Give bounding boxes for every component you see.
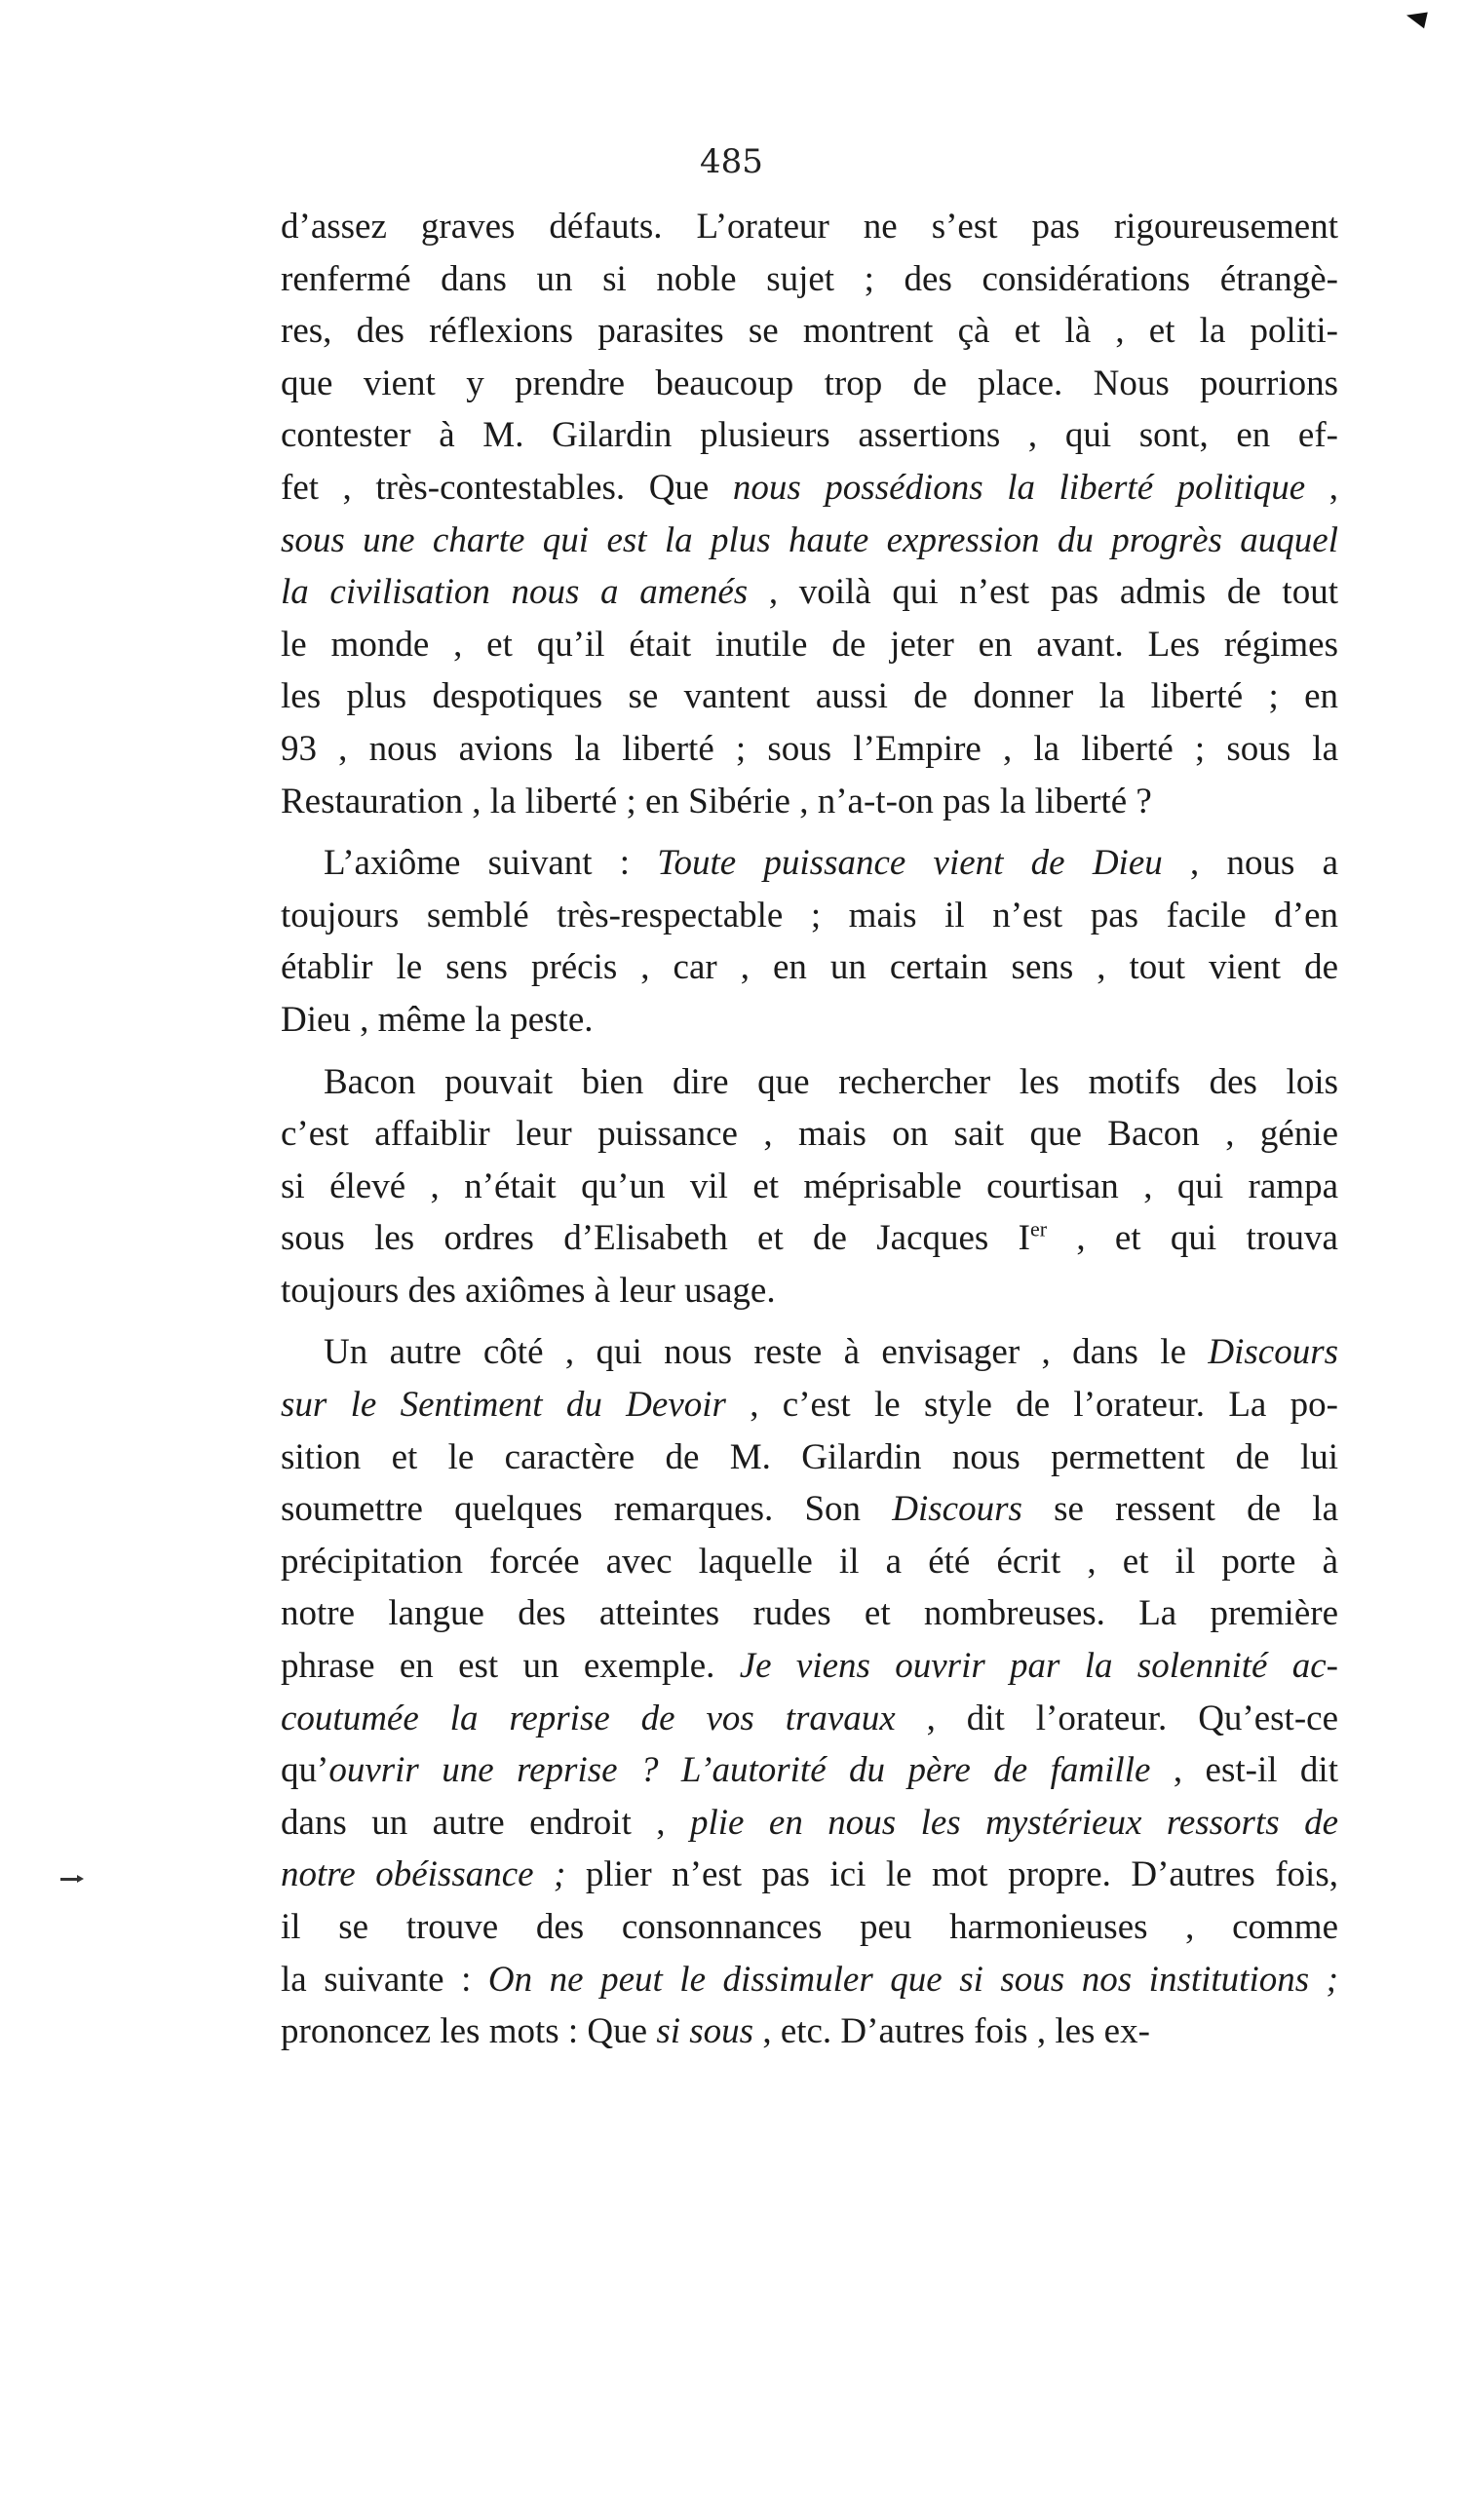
text-line [281, 1744, 1338, 1797]
text-line [281, 566, 1338, 619]
text-line [281, 409, 1338, 462]
text-segment: établir le sens précis , car , en un certain sens , tout vient de [281, 947, 1338, 988]
text-segment: soumettre quelques remarques. Son [281, 1489, 893, 1530]
superscript: er [1029, 1216, 1048, 1241]
text-segment: toujours semblé très-respectable ; mais il n’est pas facile d’en [281, 895, 1338, 935]
text-line [281, 305, 1338, 358]
text-segment: , est-il dit [1150, 1750, 1338, 1791]
text-segment: Dieu , même la peste. [281, 999, 594, 1040]
text-segment: d’assez graves défauts. L’orateur ne s’est pas rigoureusement [281, 207, 1338, 247]
italic-text: Toute puissance vient de Dieu [657, 843, 1163, 884]
paragraph [281, 837, 1338, 1046]
text-segment: si élevé , n’était qu’un vil et méprisable courtisan , qui rampa [281, 1165, 1338, 1206]
text-segment: c’est affaiblir leur puissance , mais on sait que Bacon , génie [281, 1114, 1338, 1155]
text-segment: , etc. D’autres fois , les ex- [753, 2011, 1150, 2052]
text-segment: que vient y prendre beaucoup trop de place. Nous pourrions [281, 363, 1338, 403]
text-line [281, 201, 1338, 253]
text-line [281, 1379, 1338, 1432]
text-segment: il se trouve des consonnances peu harmonieuses , comme [281, 1907, 1338, 1947]
text-segment: 93 , nous avions la liberté ; sous l’Empire , la liberté ; sous la [281, 728, 1338, 769]
text-segment: la suivante : [281, 1959, 488, 2000]
page-number: 485 [700, 142, 763, 181]
text-segment: prononcez les mots : Que [281, 2011, 657, 2052]
italic-text: ouvrir une reprise ? L’autorité du père de famille [328, 1750, 1151, 1791]
text-line [281, 2005, 1338, 2058]
text-line [281, 1901, 1338, 1954]
text-line [281, 890, 1338, 942]
text-segment: L’axiôme suivant : [324, 843, 658, 884]
text-line [281, 1536, 1338, 1588]
text-line [281, 1056, 1338, 1109]
text-line [281, 994, 1338, 1047]
text-line [281, 619, 1338, 671]
italic-text: si sous [656, 2011, 754, 2052]
text-line [281, 1432, 1338, 1484]
text-segment: res, des réflexions parasites se montrent çà et là , et la politi- [281, 311, 1338, 352]
italic-text: On ne peut le dissimuler que si sous nos institutions ; [487, 1959, 1338, 2000]
italic-text: Discours [892, 1489, 1022, 1530]
margin-mark [60, 1878, 78, 1881]
text-line [281, 776, 1338, 828]
italic-text: la civilisation nous a amenés [281, 572, 749, 613]
italic-text: Discours [1208, 1332, 1338, 1373]
italic-text: sur le Sentiment du Devoir [281, 1385, 726, 1426]
italic-text: notre obéissance ; [281, 1854, 566, 1895]
text-segment: fet , très-contestables. Que [281, 467, 733, 508]
text-line [281, 1212, 1338, 1265]
paragraph [281, 1326, 1338, 2057]
italic-text: Je viens ouvrir par la solennité ac- [739, 1646, 1339, 1687]
text-segment: Un autre côté , qui nous reste à envisager , dans le [324, 1332, 1209, 1373]
text-segment: Bacon pouvait bien dire que rechercher les motifs des lois [324, 1061, 1338, 1102]
text-line [281, 515, 1338, 567]
text-segment: Restauration , la liberté ; en Sibérie , n’a-t-on pas la liberté ? [281, 781, 1152, 821]
text-segment: , [1305, 467, 1339, 508]
text-segment: les plus despotiques se vantent aussi de donner la liberté ; en [281, 676, 1338, 717]
text-segment: dans un autre endroit , [281, 1802, 690, 1843]
text-line [281, 462, 1338, 515]
text-line [281, 1797, 1338, 1850]
text-line [281, 1265, 1338, 1317]
text-segment: qu’ [281, 1750, 329, 1791]
text-segment: , nous a [1162, 843, 1339, 884]
text-line [281, 1587, 1338, 1640]
text-segment: sition et le caractère de M. Gilardin nous permettent de lui [281, 1436, 1338, 1477]
italic-text: nous possédions la liberté politique [732, 467, 1306, 508]
page-body [281, 201, 1338, 2058]
text-line [281, 670, 1338, 723]
text-line [281, 1640, 1338, 1693]
text-line [281, 1161, 1338, 1213]
text-line [281, 1326, 1338, 1379]
text-line [281, 1954, 1338, 2006]
text-segment: renfermé dans un si noble sujet ; des considérations étrangè- [281, 258, 1338, 299]
text-segment: , voilà qui n’est pas admis de tout [748, 572, 1338, 613]
text-line [281, 1483, 1338, 1536]
text-line [281, 1108, 1338, 1161]
paragraph [281, 201, 1338, 827]
text-segment: le monde , et qu’il était inutile de jeter en avant. Les régimes [281, 624, 1338, 665]
text-segment: se ressent de la [1021, 1489, 1338, 1530]
text-segment: notre langue des atteintes rudes et nombreuses. La première [281, 1593, 1338, 1634]
italic-text: coutumée la reprise de vos travaux [281, 1698, 896, 1738]
text-line [281, 1849, 1338, 1901]
text-line [281, 941, 1338, 994]
text-segment: , c’est le style de l’orateur. La po- [725, 1385, 1338, 1426]
text-segment: contester à M. Gilardin plusieurs assertions , qui sont, en ef- [281, 415, 1338, 456]
corner-mark [1406, 13, 1430, 31]
paragraph [281, 1056, 1338, 1317]
italic-text: plie en nous les mystérieux ressorts de [689, 1802, 1338, 1843]
text-line [281, 358, 1338, 410]
text-segment: phrase en est un exemple. [281, 1646, 740, 1687]
text-segment: toujours des axiômes à leur usage. [281, 1270, 776, 1311]
text-line [281, 1693, 1338, 1745]
text-line [281, 253, 1338, 306]
text-line [281, 723, 1338, 776]
text-segment: sous les ordres d’Elisabeth et de Jacques I [281, 1218, 1030, 1259]
text-segment: , dit l’orateur. Qu’est-ce [895, 1698, 1338, 1738]
text-line [281, 837, 1338, 890]
text-segment: , et qui trouva [1047, 1218, 1338, 1259]
text-segment: précipitation forcée avec laquelle il a été écrit , et il porte à [281, 1541, 1338, 1582]
text-segment: plier n’est pas ici le mot propre. D’autres fois, [565, 1854, 1338, 1895]
italic-text: sous une charte qui est la plus haute expression du progrès auquel [281, 519, 1338, 560]
